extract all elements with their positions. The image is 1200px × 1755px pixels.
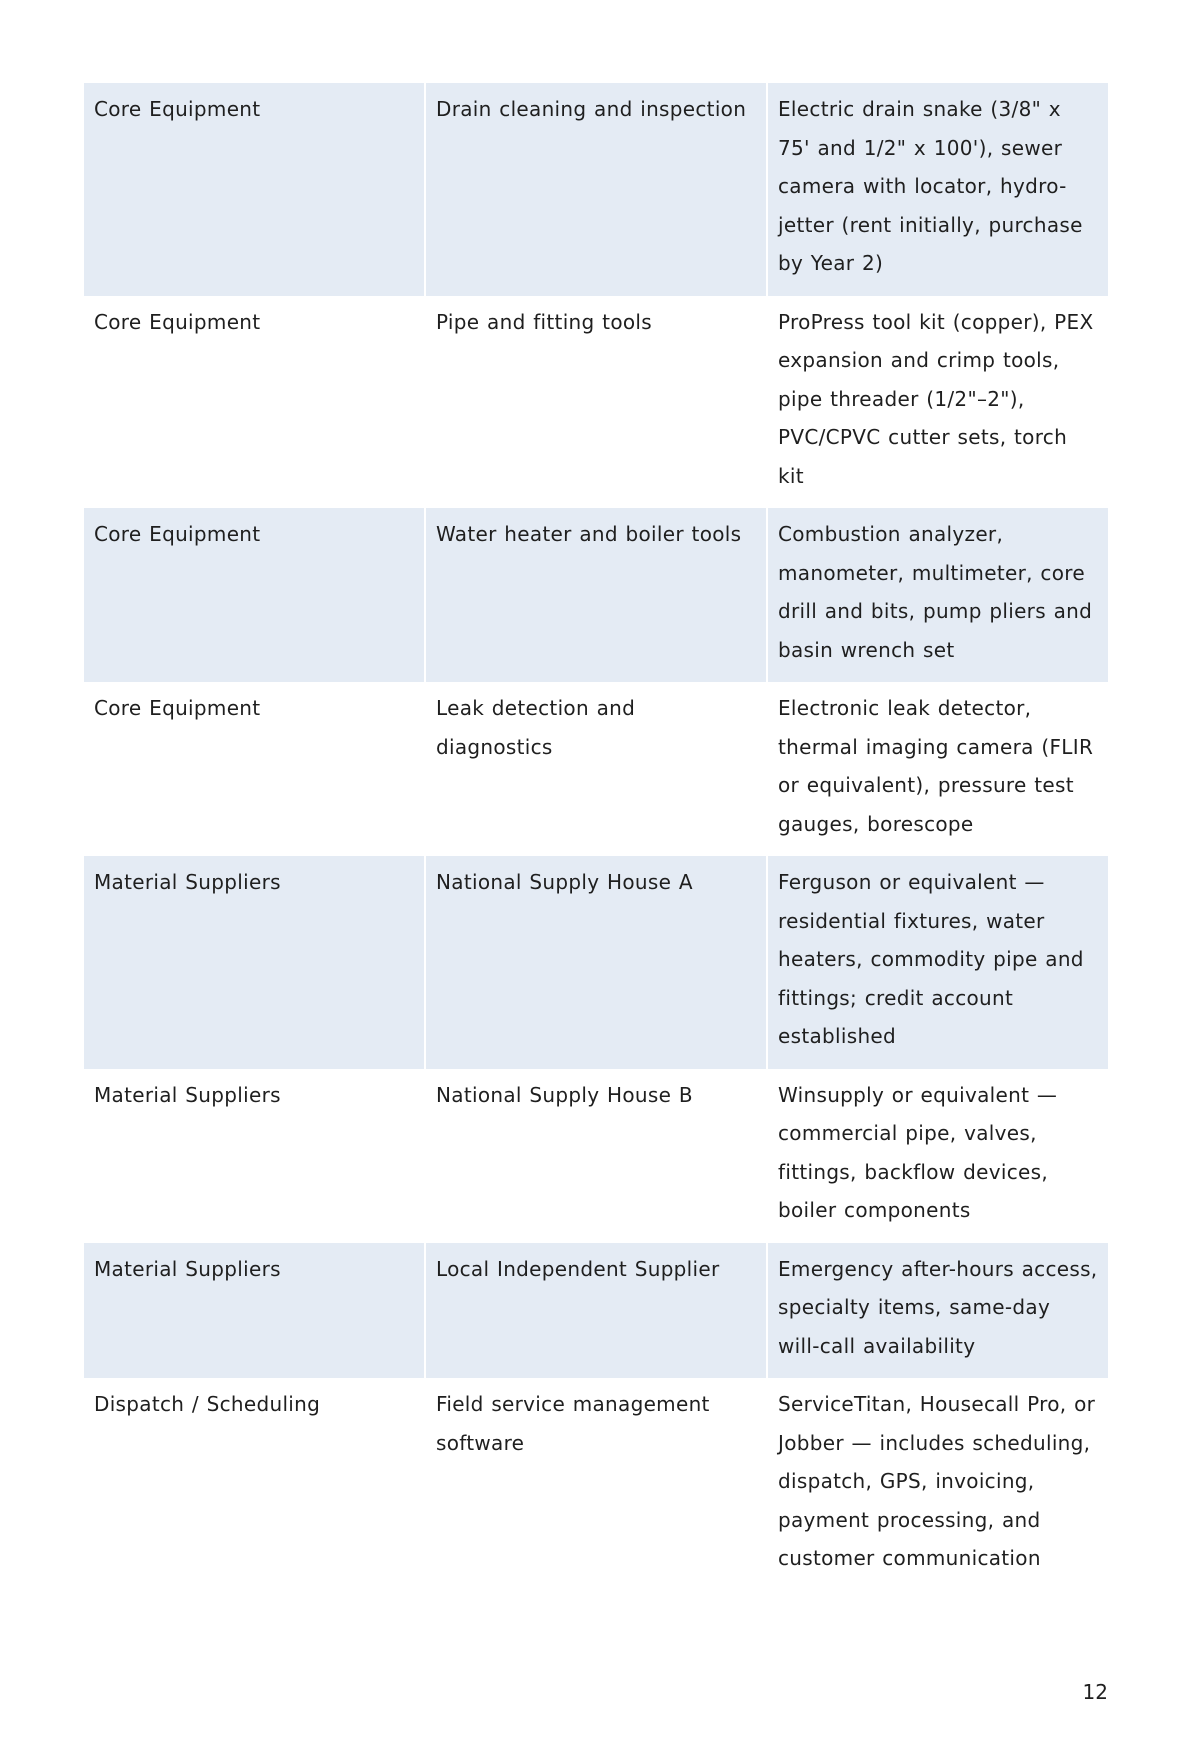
details-cell: Emergency after-hours access, specialty items, same-day will-call availability — [767, 1243, 1108, 1379]
table-row — [84, 682, 1108, 856]
details-cell: Combustion analyzer, manometer, multimeter, core drill and bits, pump pliers and basin wrench set — [767, 508, 1108, 682]
item-cell: Drain cleaning and inspection — [425, 83, 767, 296]
category-cell: Core Equipment — [84, 508, 425, 682]
category-cell: Material Suppliers — [84, 856, 425, 1069]
category-cell: Material Suppliers — [84, 1069, 425, 1243]
item-cell: Water heater and boiler tools — [425, 508, 767, 682]
table-row — [84, 1069, 1108, 1243]
item-cell: National Supply House B — [425, 1069, 767, 1243]
item-cell: Field service management software — [425, 1378, 767, 1591]
item-cell: National Supply House A — [425, 856, 767, 1069]
details-cell: Electronic leak detector, thermal imaging camera (FLIR or equivalent), pressure test gauges, borescope — [767, 682, 1108, 856]
category-cell: Core Equipment — [84, 682, 425, 856]
category-cell: Core Equipment — [84, 296, 425, 509]
page-number: 12 — [1082, 1680, 1108, 1704]
category-cell: Core Equipment — [84, 83, 425, 296]
equipment-suppliers-table — [84, 83, 1108, 1591]
item-cell: Leak detection and diagnostics — [425, 682, 767, 856]
details-cell: Ferguson or equivalent — residential fixtures, water heaters, commodity pipe and fittings; credit account established — [767, 856, 1108, 1069]
details-cell: Winsupply or equivalent — commercial pipe, valves, fittings, backflow devices, boiler components — [767, 1069, 1108, 1243]
details-cell: Electric drain snake (3/8" x 75' and 1/2" x 100'), sewer camera with locator, hydro-jetter (rent initially, purchase by Year 2) — [767, 83, 1108, 296]
table-row — [84, 83, 1108, 296]
table-row — [84, 508, 1108, 682]
details-cell: ServiceTitan, Housecall Pro, or Jobber — includes scheduling, dispatch, GPS, invoicing, payment processing, and customer communication — [767, 1378, 1108, 1591]
category-cell: Material Suppliers — [84, 1243, 425, 1379]
details-cell: ProPress tool kit (copper), PEX expansion and crimp tools, pipe threader (1/2"–2"), PVC/CPVC cutter sets, torch kit — [767, 296, 1108, 509]
item-cell: Pipe and fitting tools — [425, 296, 767, 509]
item-cell: Local Independent Supplier — [425, 1243, 767, 1379]
category-cell: Dispatch / Scheduling — [84, 1378, 425, 1591]
table-row — [84, 296, 1108, 509]
table-row — [84, 1243, 1108, 1379]
table-row — [84, 1378, 1108, 1591]
table-row — [84, 856, 1108, 1069]
